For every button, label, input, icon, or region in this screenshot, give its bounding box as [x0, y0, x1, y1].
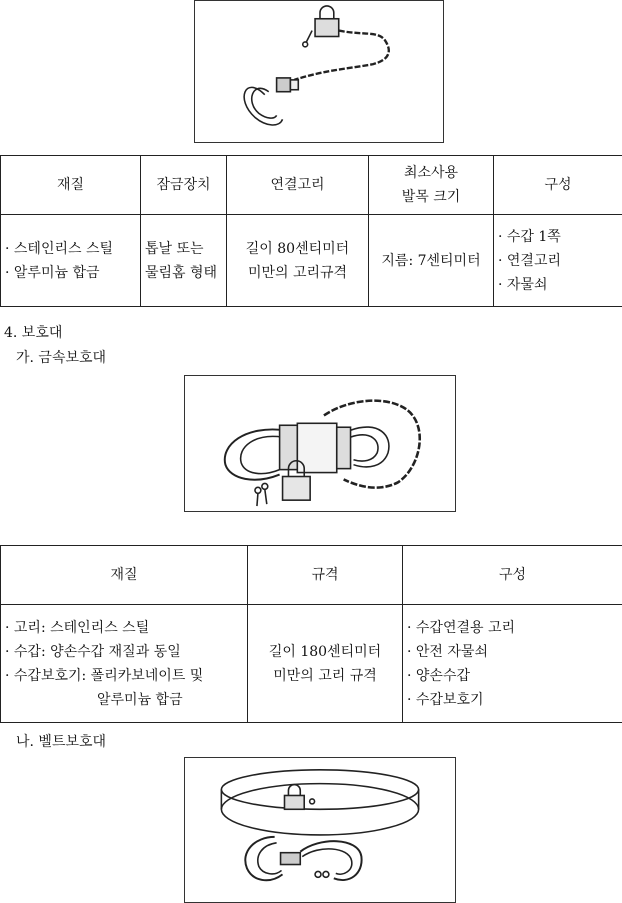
material-line: · 고리: 스테인리스 스틸	[5, 619, 150, 636]
composition-line: · 수갑연결용 고리	[407, 619, 516, 636]
header-size-line1: 최소사용	[403, 165, 459, 181]
cell-size: 지름: 7센티미터	[369, 215, 494, 307]
lock-line: 톱날 또는	[145, 240, 204, 257]
header-composition: 구성	[494, 156, 622, 215]
metal-restraint-icon	[185, 376, 455, 511]
cell-composition	[403, 605, 622, 723]
link-line: 미만의 고리규격	[247, 264, 348, 281]
header-material: 재질	[1, 156, 141, 215]
cell-material	[1, 215, 141, 307]
header-size	[369, 156, 494, 215]
spec-line: 길이 180센티미터	[268, 643, 382, 660]
handcuff-chain-figure	[194, 0, 444, 143]
material-line: · 알루미늄 합금	[5, 264, 100, 281]
subsection-b-heading: 나. 벨트보호대	[16, 734, 107, 750]
cell-spec	[248, 605, 403, 723]
material-line: · 스테인리스 스틸	[5, 240, 114, 257]
material-line: 알루미늄 합금	[97, 691, 183, 708]
cell-composition	[494, 215, 622, 307]
composition-line: · 자물쇠	[498, 276, 548, 293]
belt-restraint-figure	[184, 757, 456, 903]
metal-restraint-spec-table	[0, 545, 622, 723]
cell-lock	[141, 215, 227, 307]
composition-line: · 수갑보호기	[407, 691, 484, 708]
composition-line: · 안전 자물쇠	[407, 643, 488, 660]
composition-line: · 연결고리	[498, 252, 561, 269]
material-line: · 수갑: 양손수갑 재질과 동일	[5, 643, 181, 660]
spec-line: 미만의 고리 규격	[273, 667, 377, 684]
composition-line: · 수갑 1쪽	[498, 228, 561, 245]
material-line: · 수갑보호기: 폴리카보네이트 및	[5, 667, 204, 684]
handcuff-spec-table	[0, 155, 622, 307]
link-line: 길이 80센티미터	[245, 240, 350, 257]
belt-restraint-icon	[185, 758, 455, 902]
header-spec: 규격	[248, 546, 403, 605]
section-4-heading: 4. 보호대	[4, 325, 63, 341]
header-material: 재질	[1, 546, 248, 605]
cell-material	[1, 605, 248, 723]
handcuff-chain-icon	[195, 1, 443, 142]
subsection-a-heading: 가. 금속보호대	[16, 350, 107, 366]
header-link: 연결고리	[227, 156, 369, 215]
composition-line: · 양손수갑	[407, 667, 470, 684]
cell-link	[227, 215, 369, 307]
header-size-line2: 발목 크기	[401, 189, 461, 205]
header-composition: 구성	[403, 546, 622, 605]
lock-line: 물림홈 형태	[145, 264, 218, 281]
metal-restraint-figure	[184, 375, 456, 512]
header-lock: 잠금장치	[141, 156, 227, 215]
